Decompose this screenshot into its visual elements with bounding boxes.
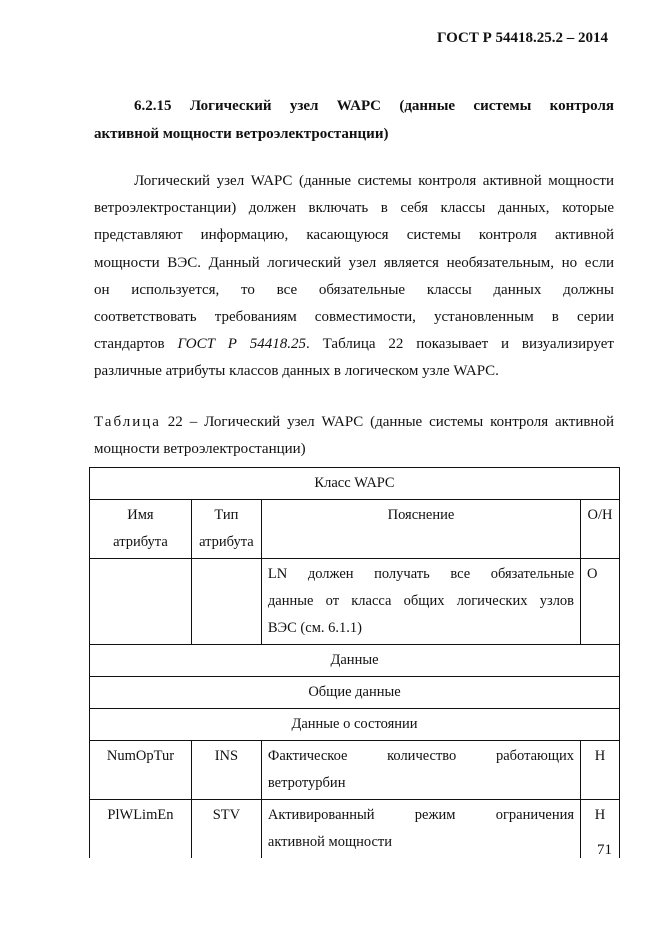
caption-line-2: мощности ветроэлектростанции) xyxy=(94,441,306,457)
section-title xyxy=(94,92,614,148)
section-title-line-1: 6.2.15 Логический узел WAPC (данные системы контроля xyxy=(134,98,614,114)
column-header-explanation: Пояснение xyxy=(261,500,580,559)
caption-label: Таблица xyxy=(94,414,161,430)
body-paragraph xyxy=(94,168,614,386)
table-row xyxy=(90,741,620,800)
table-cell-explanation: Активированный режим ограничения активной мощности xyxy=(261,800,580,859)
table-caption xyxy=(94,409,614,463)
column-header-mandatory: О/Н xyxy=(581,500,620,559)
table-cell-mandatory: О xyxy=(581,559,620,645)
class-header: Класс WAPC xyxy=(90,468,620,500)
paragraph-line: Логический узел WAPC (данные системы контроля активной мощности xyxy=(134,173,614,189)
table-cell-explanation: Фактическое количество работающих ветротурбин xyxy=(261,741,580,800)
caption-line-1 xyxy=(94,409,614,436)
section-title-line-2: активной мощности ветроэлектростанции) xyxy=(94,126,389,142)
paragraph-line: различные атрибуты классов данных в логическом узле WAPC. xyxy=(94,363,499,380)
table-cell-mandatory: Н xyxy=(581,800,620,859)
paragraph-line xyxy=(94,331,614,358)
table-column-header-row xyxy=(90,500,620,559)
paragraph-line: он используется, то все обязательные классы данных должны xyxy=(94,281,614,298)
paragraph-text: стандартов xyxy=(94,336,178,353)
paragraph-line: представляют информацию, касающуюся системы контроля активной xyxy=(94,227,614,244)
table-cell-name: PlWLimEn xyxy=(90,800,192,859)
paragraph-text: . Таблица 22 показывает и визуализирует xyxy=(306,336,614,353)
page-number: 71 xyxy=(597,842,612,858)
table-class-header-row xyxy=(90,468,620,500)
table-row xyxy=(90,800,620,859)
paragraph-line: ветроэлектростанции) должен включать в себя классы данных, которые xyxy=(94,200,614,217)
table-cell-explanation: LN должен получать все обязательные данные от класса общих логических узлов ВЭС (см. 6.1.1) xyxy=(261,559,580,645)
table-cell-type: STV xyxy=(191,800,261,859)
paragraph-line: соответствовать требованиям совместимости, установленным в серии xyxy=(94,309,614,326)
table-section-row xyxy=(90,645,620,677)
column-header-type: Тип атрибута xyxy=(191,500,261,559)
table-cell-type: INS xyxy=(191,741,261,800)
table-section-row xyxy=(90,709,620,741)
caption-text: 22 – Логический узел WAPC (данные системы контроля активной xyxy=(160,414,614,430)
table-cell-name: NumOpTur xyxy=(90,741,192,800)
table-cell-mandatory: Н xyxy=(581,741,620,800)
table-row xyxy=(90,559,620,645)
column-header-name: Имя атрибута xyxy=(90,500,192,559)
section-status-data: Данные о состоянии xyxy=(90,709,620,741)
wapc-table xyxy=(89,467,620,858)
section-data: Данные xyxy=(90,645,620,677)
table-section-row xyxy=(90,677,620,709)
document-header: ГОСТ Р 54418.25.2 – 2014 xyxy=(436,30,608,46)
standard-reference: ГОСТ Р 54418.25 xyxy=(177,336,307,353)
paragraph-line: мощности ВЭС. Данный логический узел является необязательным, но если xyxy=(94,254,614,271)
section-common-data: Общие данные xyxy=(90,677,620,709)
table-cell-empty xyxy=(90,559,192,645)
table-cell-empty xyxy=(191,559,261,645)
